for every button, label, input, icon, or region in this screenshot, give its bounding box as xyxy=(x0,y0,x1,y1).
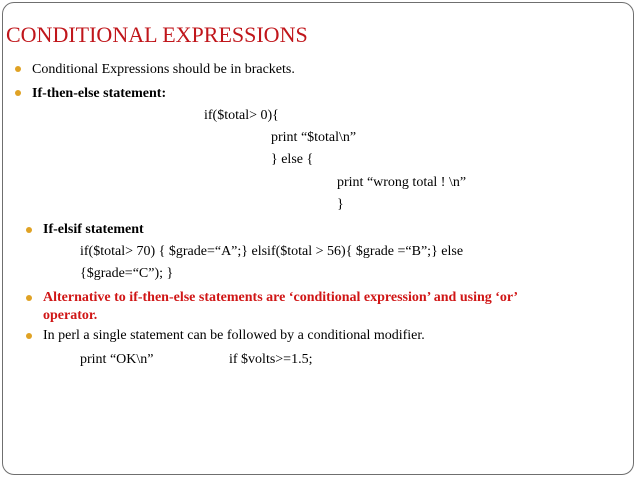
slide-title: CONDITIONAL EXPRESSIONS xyxy=(6,22,308,47)
code-line-print-total: print “$total\n” xyxy=(271,130,357,145)
code-line-print-wrong: print “wrong total ! \n” xyxy=(337,175,467,190)
bullet-icon xyxy=(26,295,32,301)
sub-bullet-if-elsif: If-elsif statement xyxy=(43,222,144,237)
code-line-elsif-1: if($total> 70) { $grade=“A”;} elsif($total > 56){ $grade =“B”;} else xyxy=(80,244,464,259)
code-line-print-ok: print “OK\n” xyxy=(80,352,154,367)
bullet-if-then-else: If-then-else statement: xyxy=(32,86,167,101)
code-line-close-brace: } xyxy=(337,197,344,212)
bullet-conditional-brackets: Conditional Expressions should be in brackets. xyxy=(32,62,295,77)
sub-bullet-perl-modifier: In perl a single statement can be followed by a conditional modifier. xyxy=(43,328,425,343)
code-line-else: } else { xyxy=(271,152,314,167)
bullet-icon xyxy=(15,66,21,72)
bullet-icon xyxy=(15,90,21,96)
code-line-if: if($total> 0){ xyxy=(204,108,279,123)
sub-bullet-alternative: Alternative to if-then-else statements are ‘conditional expression’ and using ‘or’ xyxy=(43,290,519,305)
bullet-icon xyxy=(26,333,32,339)
bullet-icon xyxy=(26,227,32,233)
sub-bullet-alternative-cont: operator. xyxy=(43,308,98,323)
code-line-if-volts: if $volts>=1.5; xyxy=(229,352,313,367)
code-line-elsif-2: {$grade=“C”); } xyxy=(80,266,174,281)
